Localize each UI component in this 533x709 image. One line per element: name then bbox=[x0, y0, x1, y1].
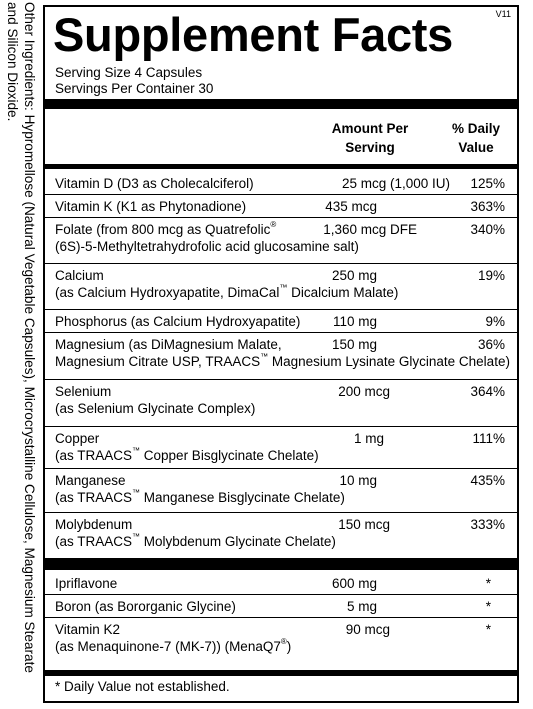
nutrient-row bbox=[45, 218, 517, 264]
amount-header-line1: Amount Per bbox=[331, 121, 409, 136]
nutrient-name: Phosphorus (as Calcium Hydroxyapatite) bbox=[55, 314, 301, 329]
amount-per-serving: 25 mcg (1,000 IU) bbox=[341, 176, 450, 191]
serving-size: Serving Size 4 Capsules bbox=[55, 65, 203, 80]
nutrient-name: Vitamin K (K1 as Phytonadione) bbox=[55, 199, 247, 214]
servings-per-container: Servings Per Container 30 bbox=[55, 81, 214, 96]
nutrient-source: (as TRAACS™ Molybdenum Glycinate Chelate) bbox=[55, 532, 336, 549]
amount-header-line2: Serving bbox=[345, 140, 395, 155]
version-code: V11 bbox=[495, 9, 511, 19]
nutrient-source: (as Menaquinone-7 (MK-7)) (MenaQ7®) bbox=[55, 637, 292, 654]
nutrient-source: (as Calcium Hydroxyapatite, DimaCal™ Dicalcium Malate) bbox=[55, 283, 399, 300]
nutrient-source: (as Selenium Glycinate Complex) bbox=[55, 401, 256, 416]
daily-value-header bbox=[441, 119, 511, 157]
amount-per-serving: 10 mg bbox=[339, 473, 377, 488]
nutrient-row bbox=[45, 469, 517, 513]
nutrient-source: Magnesium Citrate USP, TRAACS™ Magnesium Lysinate Glycinate Chelate) bbox=[55, 352, 510, 369]
other-ingredient-row bbox=[45, 572, 517, 595]
nutrient-name: Manganese bbox=[55, 473, 126, 488]
nutrient-source: (as TRAACS™ Copper Bisglycinate Chelate) bbox=[55, 446, 319, 463]
daily-value: 111% bbox=[472, 431, 505, 446]
amount-per-serving: 1 mg bbox=[353, 431, 384, 446]
daily-value: 125% bbox=[470, 176, 505, 191]
nutrient-source: (6S)-5-Methyltetrahydrofolic acid glucosamine salt) bbox=[55, 239, 359, 254]
daily-value: 19% bbox=[477, 268, 505, 283]
nutrient-source: (as TRAACS™ Manganese Bisglycinate Chelate) bbox=[55, 488, 345, 505]
daily-value: 36% bbox=[477, 337, 505, 352]
daily-value: * bbox=[485, 576, 491, 591]
other-ingredient-row bbox=[45, 595, 517, 618]
amount-per-serving: 435 mcg bbox=[325, 199, 377, 214]
daily-value: 435% bbox=[470, 473, 505, 488]
amount-per-serving: 110 mg bbox=[332, 314, 377, 329]
dv-header-line1: % Daily bbox=[451, 121, 501, 136]
nutrient-name: Folate (from 800 mcg as Quatrefolic® bbox=[55, 220, 277, 237]
nutrient-name: Boron (as Bororganic Glycine) bbox=[55, 599, 236, 614]
daily-value: 333% bbox=[470, 517, 505, 532]
amount-per-serving: 600 mg bbox=[331, 576, 377, 591]
daily-value: 364% bbox=[470, 384, 505, 399]
nutrient-name: Selenium bbox=[55, 384, 112, 399]
nutrient-name: Ipriflavone bbox=[55, 576, 118, 591]
amount-per-serving: 1,360 mcg DFE bbox=[323, 222, 417, 237]
amount-per-serving: 5 mg bbox=[346, 599, 377, 614]
nutrient-name: Magnesium (as DiMagnesium Malate, bbox=[55, 337, 282, 352]
amount-per-serving: 150 mg bbox=[331, 337, 377, 352]
daily-value: * bbox=[485, 622, 491, 637]
footnote: * Daily Value not established. bbox=[55, 679, 230, 694]
nutrient-row bbox=[45, 513, 517, 558]
nutrient-row bbox=[45, 195, 517, 218]
nutrient-name: Copper bbox=[55, 431, 100, 446]
other-ingredients-side bbox=[1, 2, 39, 708]
nutrient-row bbox=[45, 310, 517, 333]
thick-divider-top bbox=[45, 99, 517, 109]
nutrient-row bbox=[45, 172, 517, 195]
amount-per-serving-header bbox=[315, 119, 425, 157]
nutrient-row bbox=[45, 333, 517, 380]
dv-header-line2: Value bbox=[458, 140, 494, 155]
amount-per-serving: 250 mg bbox=[331, 268, 377, 283]
thick-divider-bottom bbox=[45, 670, 517, 676]
panel-title: Supplement Facts bbox=[53, 8, 454, 61]
daily-value: 9% bbox=[485, 314, 505, 329]
supplement-facts-panel bbox=[43, 5, 519, 703]
thick-divider-middle bbox=[45, 558, 517, 570]
nutrient-row bbox=[45, 427, 517, 469]
nutrient-name: Vitamin K2 bbox=[55, 622, 121, 637]
nutrient-name: Molybdenum bbox=[55, 517, 133, 532]
nutrient-row bbox=[45, 264, 517, 310]
amount-per-serving: 90 mcg bbox=[345, 622, 390, 637]
medium-divider bbox=[45, 164, 517, 169]
nutrient-name: Calcium bbox=[55, 268, 104, 283]
amount-per-serving: 150 mcg bbox=[338, 517, 390, 532]
daily-value: 363% bbox=[470, 199, 505, 214]
nutrient-name: Vitamin D (D3 as Cholecalciferol) bbox=[55, 176, 254, 191]
daily-value: 340% bbox=[470, 222, 505, 237]
amount-per-serving: 200 mcg bbox=[338, 384, 390, 399]
daily-value: * bbox=[485, 599, 491, 614]
nutrient-row bbox=[45, 380, 517, 427]
other-ingredients-text: Other Ingredients: Hypromellose (Natural Vegetable Capsules), Microcrystalline Cellulose, Magnesium Stearate and Silicon Dioxide. bbox=[5, 2, 37, 673]
other-ingredient-row bbox=[45, 618, 517, 670]
